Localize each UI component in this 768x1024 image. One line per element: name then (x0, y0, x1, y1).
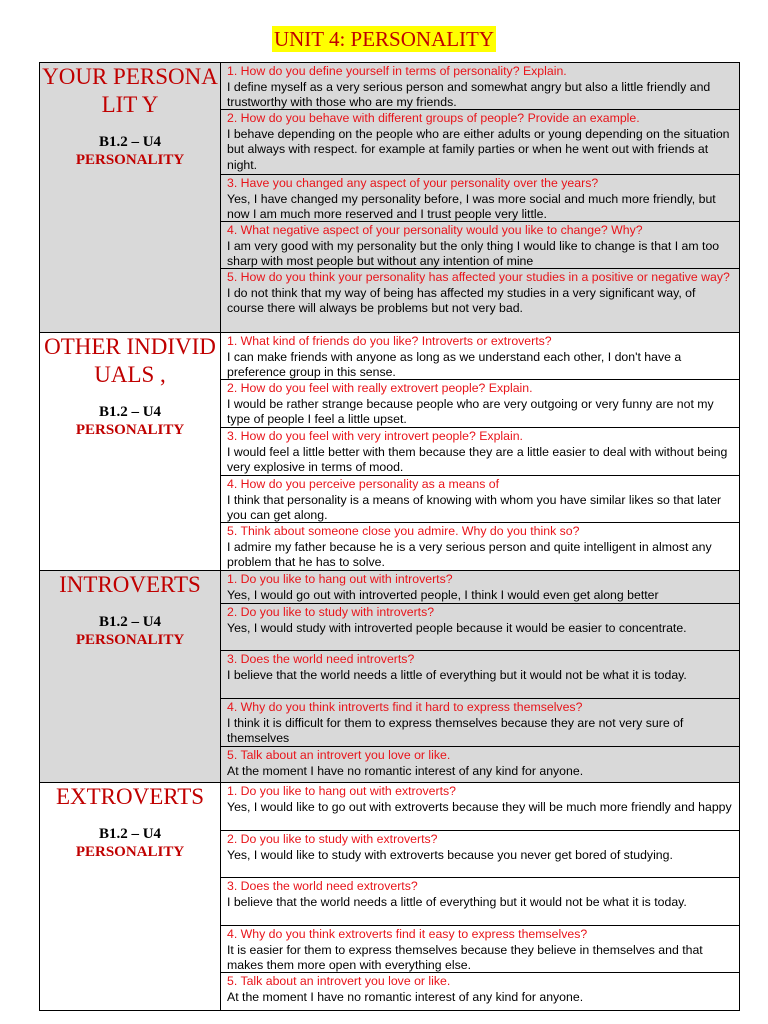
question-text: 1. Do you like to hang out with extroverts? (227, 784, 456, 798)
question-text: 1. How do you define yourself in terms of personality? Explain. (227, 64, 567, 78)
section-subtitle: PERSONALITY (75, 844, 185, 860)
qa-cell (221, 973, 740, 1011)
section-heading: EXTROVERTS (55, 784, 205, 809)
section-heading: INTROVERTS (59, 572, 201, 597)
qa-cell (221, 571, 740, 604)
answer-text: I believe that the world needs a little of everything but it would not be what it is today. (227, 894, 687, 909)
qa-cell (221, 428, 740, 476)
qa-cell (221, 333, 740, 380)
qa-cell (221, 699, 740, 747)
answer-text: I define myself as a very serious person and somewhat angry but also a little friendly and trustworthy with those who are my friends. (227, 79, 711, 109)
qa-cell (221, 269, 740, 333)
question-text: 2. How do you feel with really extrovert people? Explain. (227, 381, 533, 395)
question-text: 3. Have you changed any aspect of your personality over the years? (227, 176, 599, 190)
qa-cell (221, 110, 740, 175)
question-text: 3. How do you feel with very introvert people? Explain. (227, 429, 523, 443)
qa-cell (221, 604, 740, 651)
question-text: 4. Why do you think extroverts find it easy to express themselves? (227, 927, 588, 941)
section-label-cell (40, 571, 221, 783)
qa-cell (221, 63, 740, 110)
answer-text: At the moment I have no romantic interest of any kind for anyone. (227, 989, 584, 1004)
answer-text: I would feel a little better with them because they are a little easier to deal with without being very explosive in terms of mood. (227, 444, 728, 474)
question-text: 4. How do you perceive personality as a means of (227, 477, 500, 491)
answer-text: I do not think that my way of being has affected my studies in a very significant way, of course there will always be problems but not very bad. (227, 285, 696, 315)
page-title: UNIT 4: PERSONALITY (273, 27, 495, 51)
qa-cell (221, 523, 740, 571)
answer-text: Yes, I have changed my personality before, I was more social and much more friendly, but now I am much more reserved and I trust people very little. (227, 191, 716, 221)
answer-text: Yes, I would go out with introverted people, I think I would even get along better (227, 587, 659, 602)
qa-cell (221, 747, 740, 783)
section-label-cell (40, 333, 221, 571)
section-heading: OTHER INDIVIDUALS , (44, 334, 216, 387)
table-row (40, 63, 740, 110)
question-text: 4. Why do you think introverts find it hard to express themselves? (227, 700, 583, 714)
question-text: 3. Does the world need extroverts? (227, 879, 418, 893)
question-text: 2. Do you like to study with extroverts? (227, 832, 438, 846)
qa-cell (221, 175, 740, 222)
page-header (0, 26, 768, 52)
section-heading: YOUR PERSONALIT Y (42, 64, 218, 117)
question-text: 5. Talk about an introvert you love or like. (227, 974, 451, 988)
answer-text: I behave depending on the people who are either adults or young depending on the situation but always with respect. for example at family parties or when he went out with friends at night. (227, 126, 730, 172)
question-text: 5. Talk about an introvert you love or like. (227, 748, 451, 762)
answer-text: I think it is difficult for them to express themselves because they are not very sure of themselves (227, 715, 684, 745)
answer-text: I am very good with my personality but the only thing I would like to change is that I am too sharp with most people but without any intention of mine (227, 238, 720, 268)
answer-text: I think that personality is a means of knowing with whom you have similar likes so that later you can get along. (227, 492, 722, 522)
qa-cell (221, 222, 740, 269)
qa-table (39, 62, 740, 1011)
section-label-cell (40, 783, 221, 1011)
table-row (40, 783, 740, 831)
qa-cell (221, 926, 740, 973)
table-row (40, 333, 740, 380)
answer-text: I can make friends with anyone as long as we understand each other, I don't have a preference group in this sense. (227, 349, 682, 379)
qa-cell (221, 476, 740, 523)
section-code: B1.2 – U4 (98, 826, 162, 842)
answer-text: Yes, I would like to study with extroverts because you never get bored of studying. (227, 847, 673, 862)
qa-cell (221, 831, 740, 878)
question-text: 1. What kind of friends do you like? Introverts or extroverts? (227, 334, 552, 348)
answer-text: I believe that the world needs a little of everything but it would not be what it is today. (227, 667, 687, 682)
question-text: 3. Does the world need introverts? (227, 652, 415, 666)
question-text: 5. How do you think your personality has affected your studies in a positive or negative way? (227, 270, 730, 284)
qa-cell (221, 380, 740, 428)
section-subtitle: PERSONALITY (75, 422, 185, 438)
answer-text: I admire my father because he is a very serious person and quite intelligent in almost any problem that he has to solve. (227, 539, 712, 569)
section-code: B1.2 – U4 (98, 614, 162, 630)
qa-cell (221, 878, 740, 926)
section-code: B1.2 – U4 (98, 404, 162, 420)
qa-cell (221, 783, 740, 831)
question-text: 2. Do you like to study with introverts? (227, 605, 435, 619)
question-text: 1. Do you like to hang out with introverts? (227, 572, 453, 586)
answer-text: At the moment I have no romantic interest of any kind for anyone. (227, 763, 584, 778)
section-subtitle: PERSONALITY (75, 152, 185, 168)
qa-cell (221, 651, 740, 699)
question-text: 2. How do you behave with different groups of people? Provide an example. (227, 111, 640, 125)
table-row (40, 571, 740, 604)
question-text: 5. Think about someone close you admire. Why do you think so? (227, 524, 580, 538)
answer-text: It is easier for them to express themselves because they believe in themselves and that makes them more open with everything else. (227, 942, 703, 972)
answer-text: Yes, I would study with introverted people because it would be easier to concentrate. (227, 620, 687, 635)
question-text: 4. What negative aspect of your personality would you like to change? Why? (227, 223, 643, 237)
answer-text: I would be rather strange because people who are very outgoing or very funny are not my type of people I feel a little upset. (227, 396, 714, 426)
section-label-cell (40, 63, 221, 333)
answer-text: Yes, I would like to go out with extroverts because they will be much more friendly and happy (227, 799, 732, 814)
section-code: B1.2 – U4 (98, 134, 162, 150)
section-subtitle: PERSONALITY (75, 632, 185, 648)
